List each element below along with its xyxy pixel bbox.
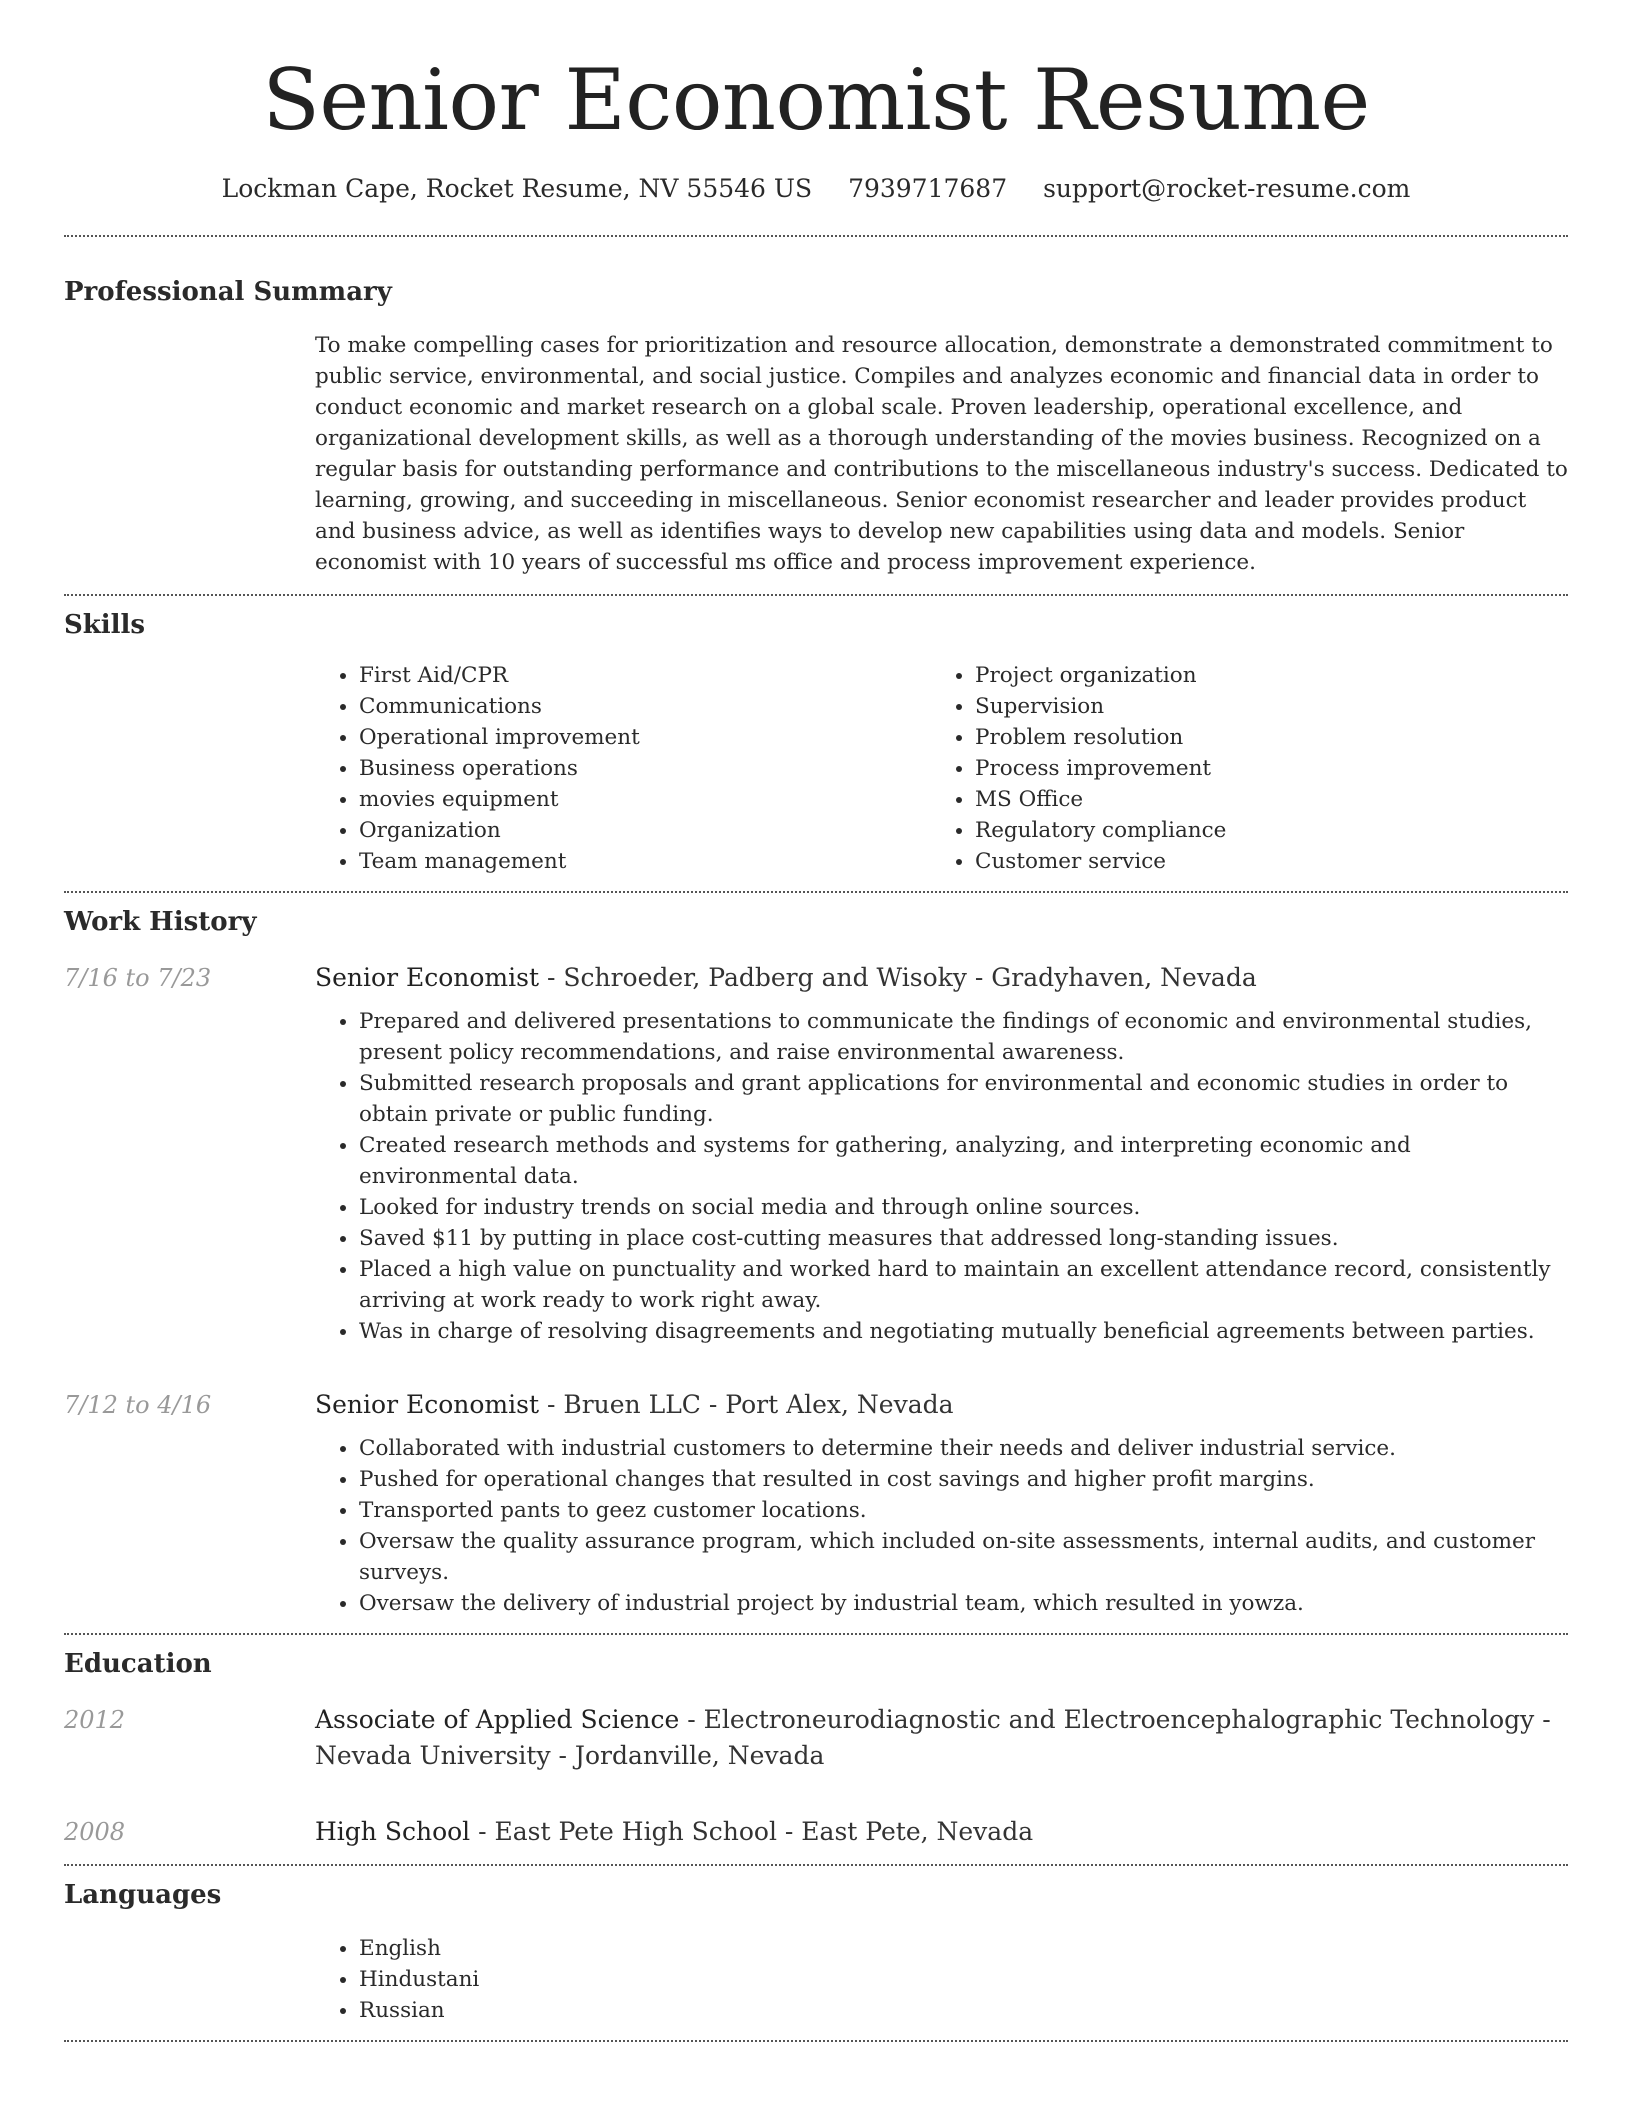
page-title: Senior Economist Resume: [262, 51, 1370, 149]
skill-item: • Project organization: [975, 660, 1547, 691]
job-bullet: • Was in charge of resolving disagreements and negotiating mutually beneficial agreements between parties.: [359, 1316, 1568, 1347]
job-bullet: • Transported pants to geez customer locations.: [359, 1495, 1568, 1526]
job-bullets: [315, 1433, 1568, 1619]
education-details: - East Pete High School - East Pete, Nevada: [470, 1817, 1034, 1847]
job-entry: [64, 960, 1568, 1347]
language-item: • Hindustani: [359, 1964, 1568, 1995]
education-entry: [64, 1814, 1568, 1850]
education-degree: High School: [315, 1817, 471, 1847]
job-bullet: • Submitted research proposals and grant applications for environmental and economic studies in order to obtain private or public funding.: [359, 1068, 1568, 1130]
job-bullet: • Pushed for operational changes that resulted in cost savings and higher profit margins.: [359, 1464, 1568, 1495]
section-heading-summary: Professional Summary: [64, 277, 392, 308]
spacer: [64, 1619, 1568, 1633]
education-body: [315, 1814, 1568, 1850]
job-bullet: • Looked for industry trends on social media and through online sources.: [359, 1192, 1568, 1223]
job-details: - Bruen LLC - Port Alex, Nevada: [539, 1389, 954, 1419]
skill-item: • First Aid/CPR: [359, 660, 931, 691]
skill-item: • Operational improvement: [359, 722, 931, 753]
contact-phone: 7939717687: [848, 173, 1008, 203]
education-body: [315, 1702, 1568, 1774]
skill-item: • Team management: [359, 846, 931, 877]
skill-item: • Process improvement: [975, 753, 1547, 784]
section-heading-skills: Skills: [64, 610, 146, 641]
section-heading-languages: Languages: [64, 1880, 222, 1911]
education-details: - Electroneurodiagnostic and Electroencephalographic Technology - Nevada University - Jordanville, Nevada: [315, 1705, 1551, 1771]
job-dates: 7/12 to 4/16: [64, 1390, 212, 1419]
job-bullet: • Created research methods and systems for gathering, analyzing, and interpreting economic and environmental data.: [359, 1130, 1568, 1192]
education-degree: Associate of Applied Science: [315, 1705, 680, 1735]
section-summary: [64, 237, 1568, 594]
language-item: • Russian: [359, 1995, 1568, 2026]
section-education: [64, 1635, 1568, 1864]
skill-item: • movies equipment: [359, 784, 931, 815]
divider: [64, 2040, 1568, 2042]
job-bullet: • Oversaw the quality assurance program, which included on-site assessments, internal audits, and customer surveys.: [359, 1526, 1568, 1588]
skill-item: • Organization: [359, 815, 931, 846]
education-heading: [315, 1702, 1568, 1774]
job-title: Senior Economist: [315, 962, 539, 992]
contact-email: support@rocket-resume.com: [1043, 173, 1411, 203]
skill-item: • Supervision: [975, 691, 1547, 722]
skills-list-right: [931, 660, 1547, 877]
section-heading-education: Education: [64, 1648, 212, 1679]
skills-columns: [315, 660, 1568, 891]
skill-item: • Regulatory compliance: [975, 815, 1547, 846]
skill-item: • Problem resolution: [975, 722, 1547, 753]
job-bullet: • Collaborated with industrial customers to determine their needs and deliver industrial service.: [359, 1433, 1568, 1464]
contact-line: [64, 173, 1568, 206]
section-work-history: [64, 893, 1568, 1633]
contact-address: Lockman Cape, Rocket Resume, NV 55546 US: [221, 173, 813, 203]
job-body: [315, 960, 1568, 1347]
section-skills: [64, 596, 1568, 890]
job-details: - Schroeder, Padberg and Wisoky - Gradyhaven, Nevada: [539, 962, 1257, 992]
education-heading: [315, 1814, 1568, 1850]
job-dates: 7/16 to 7/23: [64, 963, 212, 992]
job-bullet: • Saved $11 by putting in place cost-cutting measures that addressed long-standing issues.: [359, 1223, 1568, 1254]
language-item: • English: [359, 1933, 1568, 1964]
education-year: 2008: [64, 1818, 126, 1847]
job-body: [315, 1387, 1568, 1619]
section-languages: [64, 1866, 1568, 2040]
languages-list: [315, 1933, 1568, 2040]
job-entry: [64, 1387, 1568, 1619]
job-bullet: • Oversaw the delivery of industrial project by industrial team, which resulted in yowza.: [359, 1588, 1568, 1619]
job-heading: [315, 960, 1568, 996]
job-bullet: • Placed a high value on punctuality and worked hard to maintain an excellent attendance record, consistently arriving at work ready to work right away.: [359, 1254, 1568, 1316]
job-bullets: [315, 1006, 1568, 1347]
skill-item: • MS Office: [975, 784, 1547, 815]
skills-list-left: [315, 660, 931, 877]
section-heading-work: Work History: [64, 906, 257, 937]
skill-item: • Communications: [359, 691, 931, 722]
job-bullet: • Prepared and delivered presentations to communicate the findings of economic and environmental studies, present policy recommendations, and raise environmental awareness.: [359, 1006, 1568, 1068]
job-title: Senior Economist: [315, 1389, 539, 1419]
skill-item: • Customer service: [975, 846, 1547, 877]
summary-text: To make compelling cases for prioritization and resource allocation, demonstrate a demonstrated commitment to public service, environmental, and social justice. Compiles and analyzes economic and financial data in order to conduct economic and market research on a global scale. Proven leadership, operational excellence, and organizational development skills, as well as a thorough understanding of the movies business. Recognized on a regular basis for outstanding performance and contributions to the miscellaneous industry's success. Dedicated to learning, growing, and succeeding in miscellaneous. Senior economist researcher and leader provides product and business advice, as well as identifies ways to develop new capabilities using data and models. Senior economist with 10 years of successful ms office and process improvement experience.: [315, 333, 1568, 576]
education-entry: [64, 1702, 1568, 1774]
skill-item: • Business operations: [359, 753, 931, 784]
spacer: [64, 1850, 1568, 1864]
job-heading: [315, 1387, 1568, 1423]
education-year: 2012: [64, 1706, 126, 1735]
